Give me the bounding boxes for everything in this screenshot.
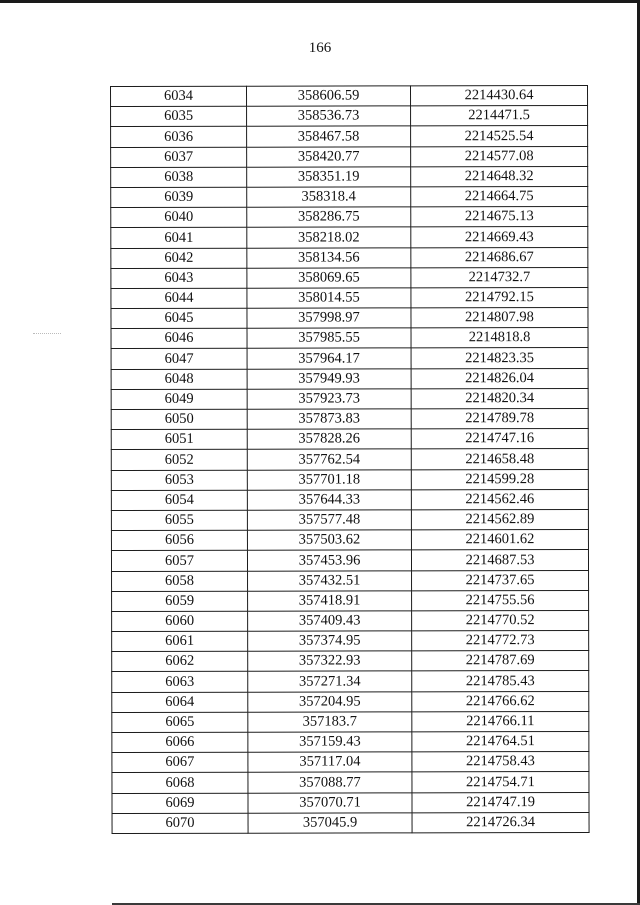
- point-id-cell: 6038: [111, 167, 247, 187]
- x-coordinate-cell: 358069.65: [247, 268, 411, 289]
- point-id-cell: 6058: [112, 571, 248, 591]
- point-id-cell: 6049: [111, 389, 247, 409]
- table-row: [111, 429, 588, 450]
- table-row: [111, 186, 588, 207]
- x-coordinate-cell: 357873.83: [247, 409, 411, 430]
- table-row: [112, 610, 589, 631]
- y-coordinate-cell: 2214669.43: [411, 227, 588, 248]
- point-id-cell: 6067: [112, 752, 248, 772]
- page-number: 166: [308, 40, 332, 56]
- x-coordinate-cell: 357828.26: [247, 429, 411, 450]
- x-coordinate-cell: 358318.4: [247, 187, 411, 208]
- x-coordinate-cell: 358014.55: [247, 288, 411, 309]
- table-row: [111, 287, 588, 308]
- table-row: [111, 449, 588, 470]
- point-id-cell: 6051: [111, 429, 247, 449]
- y-coordinate-cell: 2214648.32: [411, 166, 588, 187]
- y-coordinate-cell: 2214826.04: [411, 368, 588, 389]
- x-coordinate-cell: 357183.7: [248, 712, 412, 733]
- y-coordinate-cell: 2214766.11: [412, 711, 589, 732]
- x-coordinate-cell: 357985.55: [247, 328, 411, 349]
- y-coordinate-cell: 2214747.16: [411, 429, 588, 450]
- x-coordinate-cell: 357159.43: [248, 732, 412, 753]
- table-row: [111, 106, 588, 127]
- point-id-cell: 6053: [111, 470, 247, 490]
- point-id-cell: 6035: [111, 106, 247, 126]
- table-row: [111, 267, 588, 288]
- table-row: [111, 489, 588, 510]
- y-coordinate-cell: 2214577.08: [411, 146, 588, 167]
- point-id-cell: 6041: [111, 228, 247, 248]
- x-coordinate-cell: 357701.18: [247, 469, 411, 490]
- point-id-cell: 6062: [112, 651, 248, 671]
- point-id-cell: 6057: [111, 551, 247, 571]
- y-coordinate-cell: 2214525.54: [411, 126, 588, 147]
- table-row: [112, 772, 589, 793]
- x-coordinate-cell: 358420.77: [247, 146, 411, 167]
- y-coordinate-cell: 2214820.34: [411, 388, 588, 409]
- y-coordinate-cell: 2214792.15: [411, 287, 588, 308]
- x-coordinate-cell: 358218.02: [247, 227, 411, 248]
- y-coordinate-cell: 2214471.5: [411, 106, 588, 127]
- y-coordinate-cell: 2214675.13: [411, 207, 588, 228]
- x-coordinate-cell: 357503.62: [247, 530, 411, 551]
- x-coordinate-cell: 357070.71: [248, 792, 412, 813]
- point-id-cell: 6046: [111, 328, 247, 348]
- y-coordinate-cell: 2214818.8: [411, 328, 588, 349]
- point-id-cell: 6063: [112, 672, 248, 692]
- x-coordinate-cell: 358134.56: [247, 247, 411, 268]
- point-id-cell: 6036: [111, 127, 247, 147]
- x-coordinate-cell: 357117.04: [248, 752, 412, 773]
- table-row: [111, 408, 588, 429]
- y-coordinate-cell: 2214770.52: [412, 610, 589, 631]
- point-id-cell: 6045: [111, 308, 247, 328]
- x-coordinate-cell: 357577.48: [247, 510, 411, 531]
- y-coordinate-cell: 2214807.98: [411, 308, 588, 329]
- point-id-cell: 6047: [111, 349, 247, 369]
- point-id-cell: 6044: [111, 288, 247, 308]
- table-row: [111, 85, 588, 106]
- x-coordinate-cell: 357374.95: [248, 631, 412, 652]
- y-coordinate-cell: 2214785.43: [412, 671, 589, 692]
- table-row: [112, 631, 589, 652]
- table-row: [112, 590, 589, 611]
- y-coordinate-cell: 2214686.67: [411, 247, 588, 268]
- y-coordinate-cell: 2214601.62: [411, 530, 588, 551]
- y-coordinate-cell: 2214758.43: [412, 752, 589, 773]
- table-row: [111, 166, 588, 187]
- point-id-cell: 6070: [112, 813, 248, 833]
- point-id-cell: 6066: [112, 732, 248, 752]
- point-id-cell: 6039: [111, 187, 247, 207]
- x-coordinate-cell: 358286.75: [247, 207, 411, 228]
- y-coordinate-cell: 2214658.48: [411, 449, 588, 470]
- table-row: [111, 550, 588, 571]
- point-id-cell: 6037: [111, 147, 247, 167]
- table-row: [112, 792, 589, 813]
- point-id-cell: 6064: [112, 692, 248, 712]
- table-row: [112, 671, 589, 692]
- point-id-cell: 6065: [112, 712, 248, 732]
- y-coordinate-cell: 2214562.46: [411, 489, 588, 510]
- table-row: [111, 146, 588, 167]
- table-row: [111, 308, 588, 329]
- table-row: [111, 227, 588, 248]
- table-row: [112, 651, 589, 672]
- y-coordinate-cell: 2214726.34: [412, 812, 589, 833]
- table-row: [111, 207, 588, 228]
- table-row: [112, 570, 589, 591]
- table-row: [111, 530, 588, 551]
- y-coordinate-cell: 2214787.69: [412, 651, 589, 672]
- table-row: [111, 247, 588, 268]
- x-coordinate-cell: 357964.17: [247, 348, 411, 369]
- x-coordinate-cell: 357998.97: [247, 308, 411, 329]
- x-coordinate-cell: 357271.34: [248, 671, 412, 692]
- point-id-cell: 6068: [112, 773, 248, 793]
- table-row: [112, 812, 589, 833]
- point-id-cell: 6043: [111, 268, 247, 288]
- y-coordinate-cell: 2214599.28: [411, 469, 588, 490]
- point-id-cell: 6034: [111, 86, 247, 106]
- y-coordinate-cell: 2214772.73: [412, 631, 589, 652]
- margin-speck: [33, 333, 61, 335]
- y-coordinate-cell: 2214764.51: [412, 731, 589, 752]
- x-coordinate-cell: 357432.51: [248, 570, 412, 591]
- coordinates-table: [110, 85, 590, 834]
- table-row: [112, 691, 589, 712]
- x-coordinate-cell: 357322.93: [248, 651, 412, 672]
- point-id-cell: 6056: [111, 530, 247, 550]
- point-id-cell: 6048: [111, 369, 247, 389]
- x-coordinate-cell: 357045.9: [248, 813, 412, 834]
- y-coordinate-cell: 2214755.56: [412, 590, 589, 611]
- point-id-cell: 6054: [111, 490, 247, 510]
- y-coordinate-cell: 2214747.19: [412, 792, 589, 813]
- coordinates-table-body: [111, 85, 590, 833]
- x-coordinate-cell: 357088.77: [248, 772, 412, 793]
- y-coordinate-cell: 2214754.71: [412, 772, 589, 793]
- scan-edge-top: [0, 0, 640, 3]
- x-coordinate-cell: 357409.43: [248, 611, 412, 632]
- table-row: [111, 348, 588, 369]
- table-row: [112, 752, 589, 773]
- x-coordinate-cell: 357949.93: [247, 368, 411, 389]
- point-id-cell: 6061: [112, 631, 248, 651]
- y-coordinate-cell: 2214430.64: [411, 85, 588, 106]
- point-id-cell: 6069: [112, 793, 248, 813]
- point-id-cell: 6052: [111, 450, 247, 470]
- y-coordinate-cell: 2214737.65: [412, 570, 589, 591]
- x-coordinate-cell: 358536.73: [247, 106, 411, 127]
- point-id-cell: 6055: [111, 510, 247, 530]
- x-coordinate-cell: 357204.95: [248, 691, 412, 712]
- point-id-cell: 6060: [112, 611, 248, 631]
- y-coordinate-cell: 2214823.35: [411, 348, 588, 369]
- y-coordinate-cell: 2214732.7: [411, 267, 588, 288]
- x-coordinate-cell: 357762.54: [247, 449, 411, 470]
- x-coordinate-cell: 357418.91: [248, 591, 412, 612]
- point-id-cell: 6042: [111, 248, 247, 268]
- table-row: [111, 126, 588, 147]
- x-coordinate-cell: 357923.73: [247, 389, 411, 410]
- table-row: [111, 469, 588, 490]
- y-coordinate-cell: 2214687.53: [411, 550, 588, 571]
- x-coordinate-cell: 357644.33: [247, 490, 411, 511]
- x-coordinate-cell: 358467.58: [247, 126, 411, 147]
- point-id-cell: 6050: [111, 409, 247, 429]
- point-id-cell: 6040: [111, 207, 247, 227]
- y-coordinate-cell: 2214789.78: [411, 408, 588, 429]
- table-row: [112, 731, 589, 752]
- table-row: [112, 711, 589, 732]
- y-coordinate-cell: 2214562.89: [411, 509, 588, 530]
- table-row: [111, 368, 588, 389]
- x-coordinate-cell: 358351.19: [247, 167, 411, 188]
- table-row: [111, 388, 588, 409]
- y-coordinate-cell: 2214664.75: [411, 186, 588, 207]
- table-row: [111, 328, 588, 349]
- x-coordinate-cell: 358606.59: [247, 86, 411, 107]
- x-coordinate-cell: 357453.96: [247, 550, 411, 571]
- y-coordinate-cell: 2214766.62: [412, 691, 589, 712]
- point-id-cell: 6059: [112, 591, 248, 611]
- table-row: [111, 509, 588, 530]
